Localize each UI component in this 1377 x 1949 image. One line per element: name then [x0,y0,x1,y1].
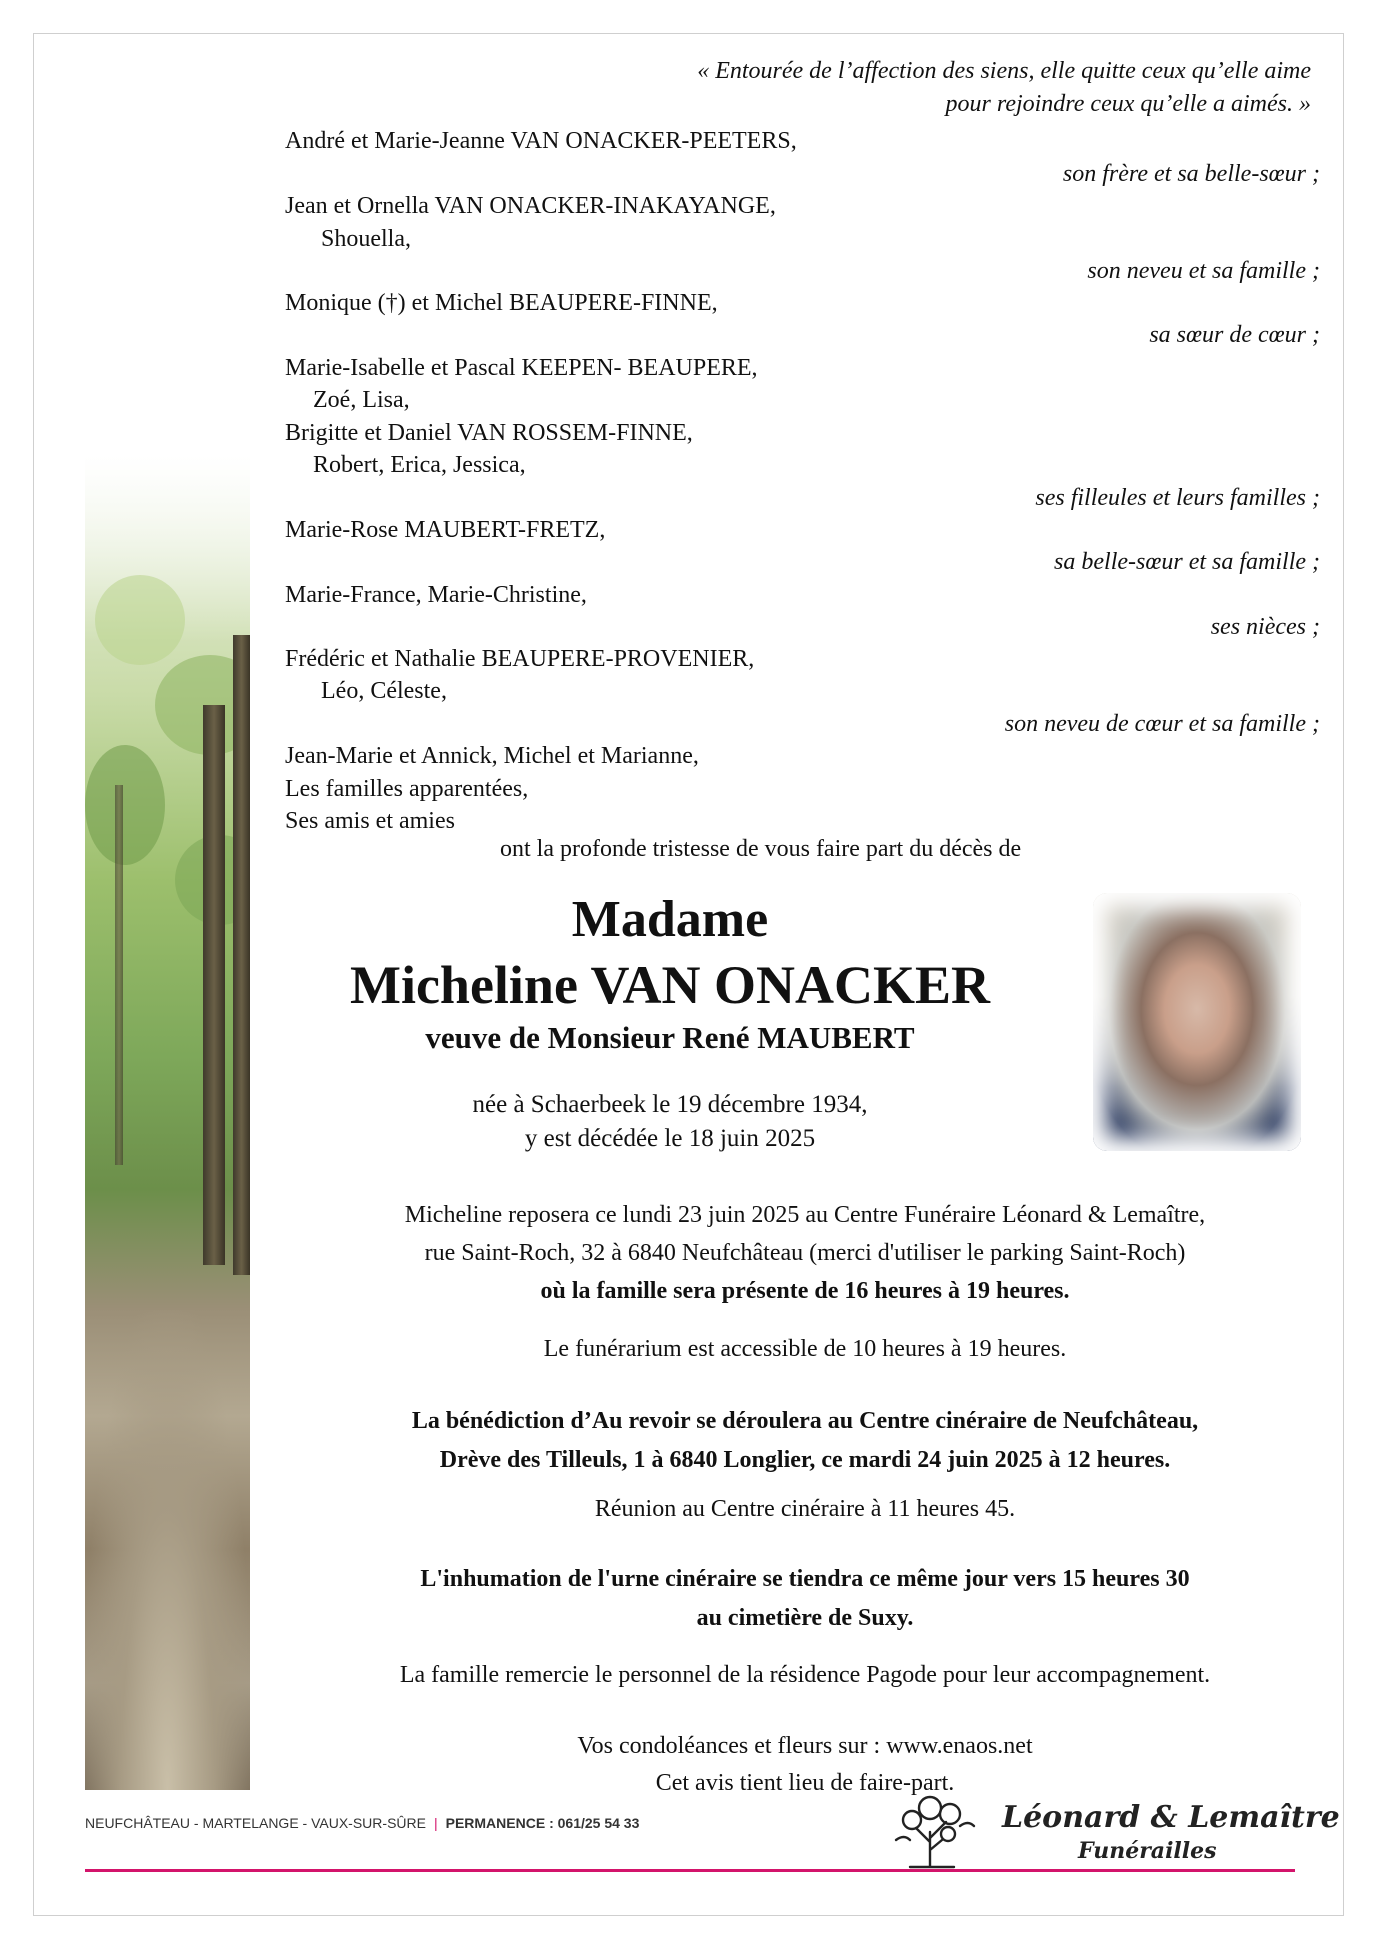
family-name: Jean-Marie et Annick, Michel et Marianne, [285,743,699,769]
blessing-info [290,1402,1320,1480]
deceased-name: Micheline VAN ONACKER [349,955,990,1015]
family-name: André et Marie-Jeanne VAN ONACKER-PEETERS, [285,128,797,154]
family-name: Monique (†) et Michel BEAUPERE-FINNE, [285,290,718,316]
family-children: Shouella, [321,226,411,252]
family-name: Frédéric et Nathalie BEAUPERE-PROVENIER, [285,646,755,672]
footer-separator: | [433,1815,438,1831]
burial-line-2: au cimetière de Suxy. [696,1605,914,1631]
deceased-portrait [1093,893,1301,1151]
family-children: Robert, Erica, Jessica, [313,452,526,478]
footer-accent-line [85,1869,1295,1872]
rest-line-3: où la famille sera présente de 16 heures à 19 heures. [540,1278,1070,1304]
family-name: Marie-France, Marie-Christine, [285,582,587,608]
footer-contact [85,1815,639,1831]
family-name: Marie-Isabelle et Pascal KEEPEN- BEAUPERE, [285,355,758,381]
family-name: Les familles apparentées, [285,776,529,802]
forest-path-photo [85,455,250,1790]
burial-line-1: L'inhumation de l'urne cinéraire se tiendra ce même jour vers 15 heures 30 [420,1566,1190,1592]
family-relation: son neveu et sa famille ; [1087,258,1320,284]
family-name: Marie-Rose MAUBERT-FRETZ, [285,517,606,543]
condolences-link-text: Vos condoléances et fleurs sur : www.enaos.net [577,1733,1033,1759]
family-name: Ses amis et amies [285,808,455,834]
birth-death-dates [300,1088,1040,1156]
family-relation: ses filleules et leurs familles ; [1035,485,1320,511]
notice-text: Cet avis tient lieu de faire-part. [655,1770,955,1796]
rest-line-1: Micheline reposera ce lundi 23 juin 2025 au Centre Funéraire Léonard & Lemaître, [404,1202,1206,1228]
meeting-info: Réunion au Centre cinéraire à 11 heures 45. [594,1496,1016,1522]
family-children: Léo, Céleste, [321,678,447,704]
blessing-line-1: La bénédiction d’Au revoir se déroulera au Centre cinéraire de Neufchâteau, [411,1408,1199,1434]
epigraph-quote [697,55,1311,121]
burial-info [290,1560,1320,1638]
brand-logo [890,1790,1340,1870]
deceased-title: Madame [571,891,769,948]
funerarium-hours: Le funérarium est accessible de 10 heures à 19 heures. [543,1336,1067,1362]
tree-logo-icon [890,1790,990,1870]
family-relation: son frère et sa belle-sœur ; [1062,161,1320,187]
brand-name: Léonard & Lemaître [1002,1800,1340,1835]
rest-line-2: rue Saint-Roch, 32 à 6840 Neufchâteau (merci d'utiliser le parking Saint-Roch) [424,1240,1186,1266]
family-name: Jean et Ornella VAN ONACKER-INAKAYANGE, [285,193,776,219]
family-name: Brigitte et Daniel VAN ROSSEM-FINNE, [285,420,693,446]
death-line: y est décédée le 18 juin 2025 [524,1125,816,1152]
brand-subtitle: Funérailles [1078,1838,1217,1864]
announcement: ont la profonde tristesse de vous faire part du décès de [500,836,1022,862]
widow-of: veuve de Monsieur René MAUBERT [425,1020,915,1055]
family-relation: ses nièces ; [1210,614,1320,640]
family-children: Zoé, Lisa, [313,387,410,413]
family-relation: son neveu de cœur et sa famille ; [1004,711,1320,737]
family-relation: sa sœur de cœur ; [1149,322,1320,348]
footer-permanence: PERMANENCE : 061/25 54 33 [445,1815,640,1831]
blessing-line-2: Drève des Tilleuls, 1 à 6840 Longlier, ce mardi 24 juin 2025 à 12 heures. [439,1447,1171,1473]
quote-line-1: « Entourée de l’affection des siens, elle quitte ceux qu’elle aime [697,58,1311,84]
rest-info [290,1196,1320,1310]
quote-line-2: pour rejoindre ceux qu’elle a aimés. » [945,91,1311,117]
footer-locations: NEUFCHÂTEAU - MARTELANGE - VAUX-SUR-SÛRE [85,1815,426,1831]
birth-line: née à Schaerbeek le 19 décembre 1934, [472,1091,868,1118]
family-relation: sa belle-sœur et sa famille ; [1054,549,1320,575]
thanks-message: La famille remercie le personnel de la résidence Pagode pour leur accompagnement. [399,1662,1211,1688]
